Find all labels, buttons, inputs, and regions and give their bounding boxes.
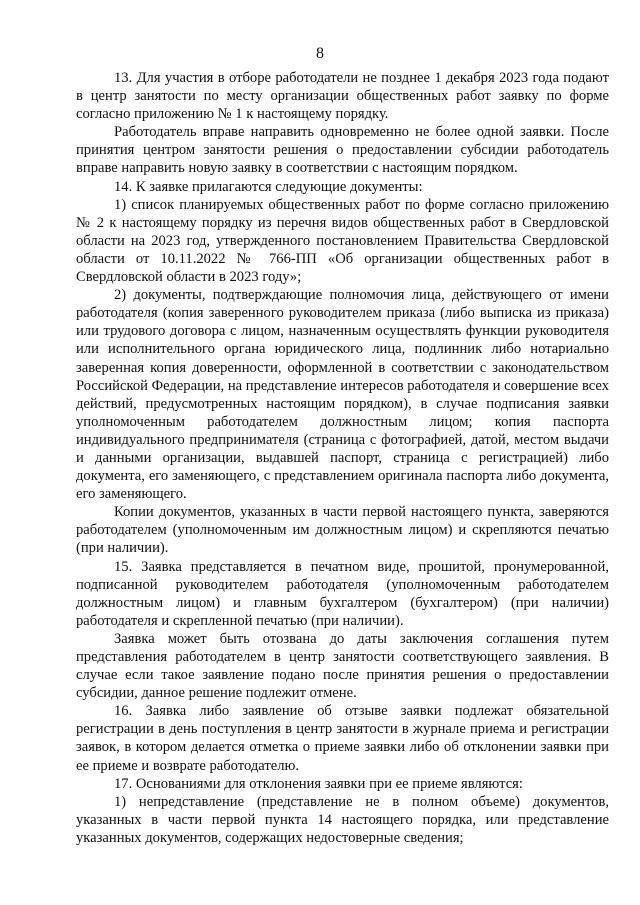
document-body bbox=[76, 69, 609, 847]
paragraph-14-copies: Копии документов, указанных в части первой настоящего пункта, заверяются работодателем (уполномоченным им должностным лицом) и скрепляются печатью (при наличии). bbox=[76, 504, 609, 557]
paragraph-15-withdrawal: Заявка может быть отозвана до даты заключения соглашения путем представления работодателем в центр занятости соответствующего заявления. В случае если такое заявление подано после принятия решения о предоставлении субсидии, данное решение подлежит отмене. bbox=[76, 630, 609, 702]
paragraph-15: 15. Заявка представляется в печатном виде, прошитой, пронумерованной, подписанной руководителем работодателя (уполномоченным работодателем должностным лицом) и главным бухгалтером (бухгалтером) (при наличии) работодателя и скрепленной печатью (при наличии). bbox=[76, 558, 609, 629]
page-number: 8 bbox=[316, 45, 324, 62]
paragraph-17: 17. Основаниями для отклонения заявки при ее приеме являются: bbox=[114, 775, 523, 792]
paragraph-17-item-1: 1) непредставление (представление не в полном объеме) документов, указанных в части первой пункта 14 настоящего порядка, или представление указанных документов, содержащих недостоверные сведения; bbox=[76, 793, 609, 846]
paragraph-13: 13. Для участия в отборе работодатели не позднее 1 декабря 2023 года подают в центр занятости по месту организации общественных работ заявку по форме согласно приложению № 1 к настоящему порядку. bbox=[76, 70, 609, 123]
paragraph-16: 16. Заявка либо заявление об отзыве заявки подлежат обязательной регистрации в день поступления в центр занятости в журнале приема и регистрации заявок, в котором делается отметка о приеме заявки либо об отклонении заявки при ее приеме и возврате работодателю. bbox=[76, 703, 609, 774]
paragraph-14-item-2: 2) документы, подтверждающие полномочия лица, действующего от имени работодателя (копия заверенного руководителем приказа (либо выписка из приказа) или трудового договора с лицом, назначенным осуществлять функции руководителя или исполнительного органа юридического лица, подлинник либо нотариально заверенная копия доверенности, оформленной в соответствии с законодательством Российской Федерации, на представление интересов работодателя и совершение всех действий, предусмотренных настоящим порядком), в случае подписания заявки уполномоченным работодателем должностным лицом; копия паспорта индивидуального предпринимателя (страница с фотографией, датой, местом выдачи и данными организации, выдавшей паспорт, страница с регистрацией) либо документа, его заменяющего, с представлением оригинала паспорта либо документа, его заменяющего. bbox=[76, 287, 609, 503]
paragraph-14-item-1: 1) список планируемых общественных работ по форме согласно приложению № 2 к настоящему порядку из перечня видов общественных работ в Свердловской области на 2023 год, утвержденного постановлением Правительства Свердловской области от 10.11.2022 № 766-ПП «Об организации общественных работ в Свердловской области в 2023 году»; bbox=[76, 196, 609, 286]
paragraph-13-employer-limit: Работодатель вправе направить одновременно не более одной заявки. После принятия центром занятости решения о предоставлении субсидии работодатель вправе направить новую заявку в соответствии с настоящим порядком. bbox=[76, 124, 609, 177]
paragraph-14: 14. К заявке прилагаются следующие документы: bbox=[114, 178, 423, 195]
